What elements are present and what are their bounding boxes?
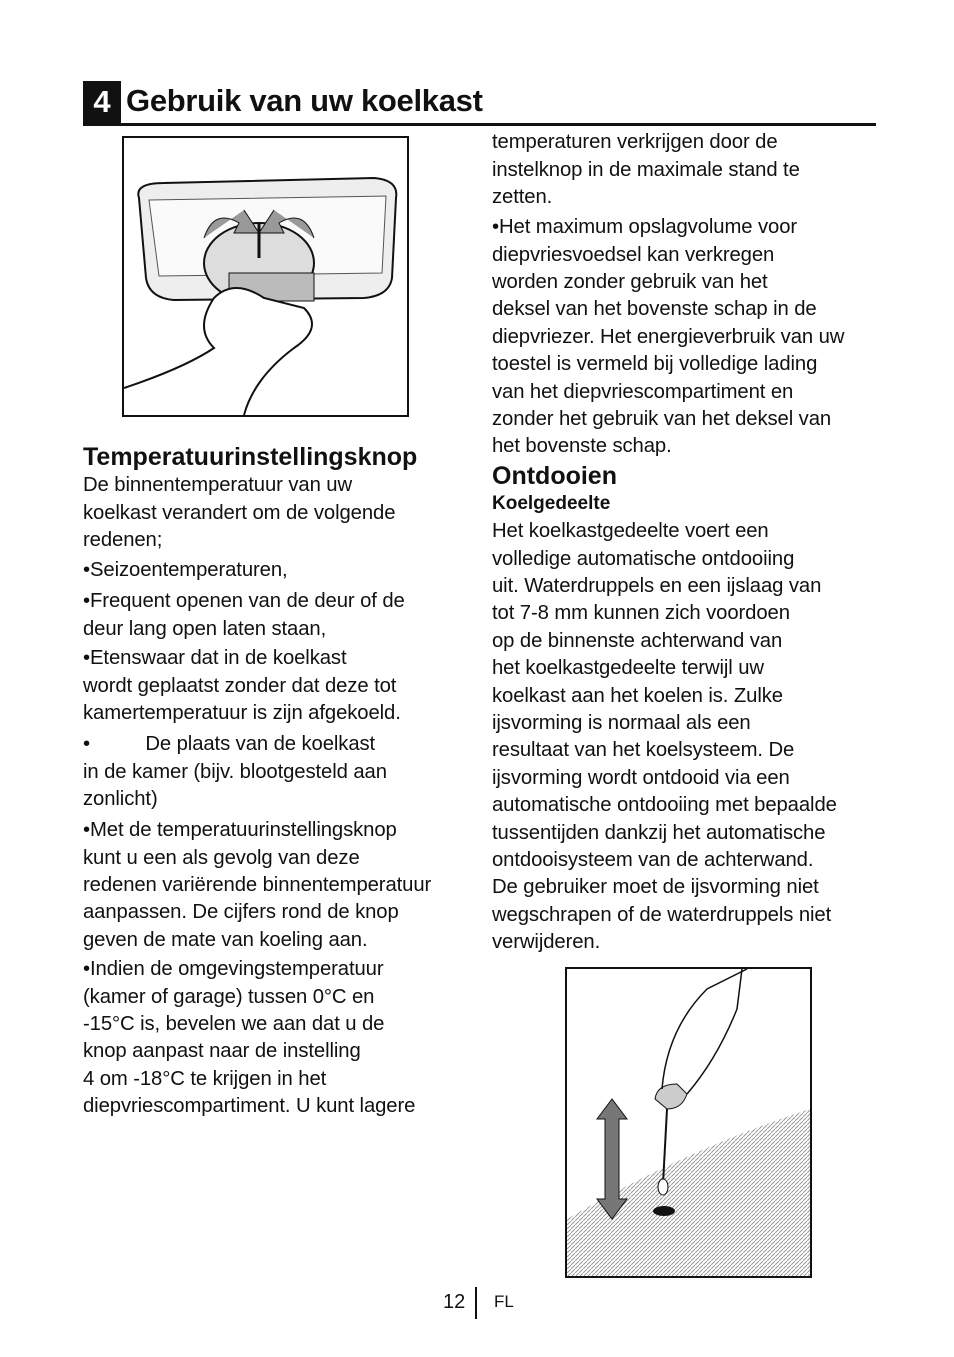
- text-line: ijsvorming is normaal als een: [492, 712, 751, 735]
- section-heading-defrosting: Ontdooien: [492, 462, 617, 490]
- text-line: verwijderen.: [492, 931, 601, 954]
- text-line: tot 7-8 mm kunnen zich voordoen: [492, 602, 790, 625]
- footer-divider: [475, 1287, 477, 1319]
- text-line: aanpassen. De cijfers rond de knop: [83, 901, 399, 924]
- text-line: wordt geplaatst zonder dat deze tot: [83, 674, 397, 697]
- page-number: 12: [443, 1291, 466, 1313]
- text-line: •Het maximum opslagvolume voor: [492, 216, 798, 239]
- text-line: automatische ontdooiing met bepaalde: [492, 794, 837, 817]
- chapter-number: 4: [83, 81, 121, 123]
- text-line: -15°C is, bevelen we aan dat u de: [83, 1013, 385, 1036]
- text-line: het koelkastgedeelte terwijl uw: [492, 657, 764, 680]
- text-line: resultaat van het koelsysteem. De: [492, 739, 795, 762]
- text-line: De gebruiker moet de ijsvorming niet: [492, 876, 819, 899]
- text-line: ijsvorming wordt ontdooid via een: [492, 766, 790, 789]
- paragraph: [83, 557, 288, 584]
- text-line: redenen variërende binnentemperatuur: [83, 874, 432, 897]
- paragraph: [492, 518, 837, 956]
- text-line: worden zonder gebruik van het: [492, 271, 768, 294]
- text-line: 4 om -18°C te krijgen in het: [83, 1067, 327, 1090]
- text-line: Het koelkastgedeelte voert een: [492, 520, 769, 543]
- paragraph: [83, 956, 415, 1120]
- subheading-fridge-compartment: Koelgedeelte: [492, 493, 611, 514]
- text-line: instelknop in de maximale stand te: [492, 158, 800, 181]
- text-line: op de binnenste achterwand van: [492, 629, 783, 652]
- text-line: volledige automatische ontdooiing: [492, 547, 795, 570]
- thermostat-knob-illustration: [122, 136, 409, 417]
- text-line: koelkast aan het koelen is. Zulke: [492, 684, 783, 707]
- paragraph: [83, 645, 401, 727]
- text-line: diepvriescompartiment. U kunt lagere: [83, 1095, 416, 1118]
- section-heading-temperature-knob: Temperatuurinstellingsknop: [83, 443, 418, 471]
- page-title: Gebruik van uw koelkast: [126, 83, 483, 118]
- paragraph: [83, 472, 395, 554]
- text-line: van het diepvriescompartiment en: [492, 380, 794, 403]
- paragraph: [83, 817, 431, 954]
- text-line: •Seizoentemperaturen,: [83, 559, 288, 582]
- text-line: • De plaats van de koelkast: [83, 733, 376, 756]
- title-rule: [83, 123, 876, 126]
- paragraph: [492, 129, 800, 211]
- text-line: zonder het gebruik van het deksel van: [492, 408, 832, 431]
- paragraph: [83, 731, 387, 813]
- text-line: •Met de temperatuurinstellingsknop: [83, 819, 397, 842]
- text-line: zetten.: [492, 186, 553, 209]
- text-line: deur lang open laten staan,: [83, 617, 327, 640]
- text-line: •Etenswaar dat in de koelkast: [83, 647, 347, 670]
- text-line: redenen;: [83, 529, 163, 552]
- text-line: geven de mate van koeling aan.: [83, 928, 368, 951]
- text-line: wegschrapen of de waterdruppels niet: [492, 903, 832, 926]
- text-line: tussentijden dankzij het automatische: [492, 821, 826, 844]
- text-line: temperaturen verkrijgen door de: [492, 131, 778, 154]
- text-line: (kamer of garage) tussen 0°C en: [83, 985, 375, 1008]
- text-line: deksel van het bovenste schap in de: [492, 298, 817, 321]
- text-line: toestel is vermeld bij volledige lading: [492, 353, 818, 376]
- text-line: •Frequent openen van de deur of de: [83, 590, 405, 613]
- text-line: het bovenste schap.: [492, 435, 672, 458]
- paragraph: [83, 588, 405, 643]
- text-line: •Indien de omgevingstemperatuur: [83, 958, 384, 981]
- text-line: knop aanpast naar de instelling: [83, 1040, 361, 1063]
- text-line: in de kamer (bijv. blootgesteld aan: [83, 760, 387, 783]
- text-line: uit. Waterdruppels en een ijslaag van: [492, 575, 822, 598]
- paragraph: [492, 214, 844, 461]
- text-line: kamertemperatuur is zijn afgekoeld.: [83, 702, 401, 725]
- text-line: zonlicht): [83, 788, 158, 811]
- text-line: koelkast verandert om de volgende: [83, 501, 396, 524]
- text-line: diepvriezer. Het energieverbruik van uw: [492, 325, 845, 348]
- language-code: FL: [494, 1292, 514, 1311]
- text-line: diepvriesvoedsel kan verkregen: [492, 243, 775, 266]
- text-line: ontdooisysteem van de achterwand.: [492, 848, 814, 871]
- text-line: kunt u een als gevolg van deze: [83, 846, 360, 869]
- text-line: De binnentemperatuur van uw: [83, 474, 353, 497]
- drain-hole-cleaning-illustration: [565, 967, 812, 1278]
